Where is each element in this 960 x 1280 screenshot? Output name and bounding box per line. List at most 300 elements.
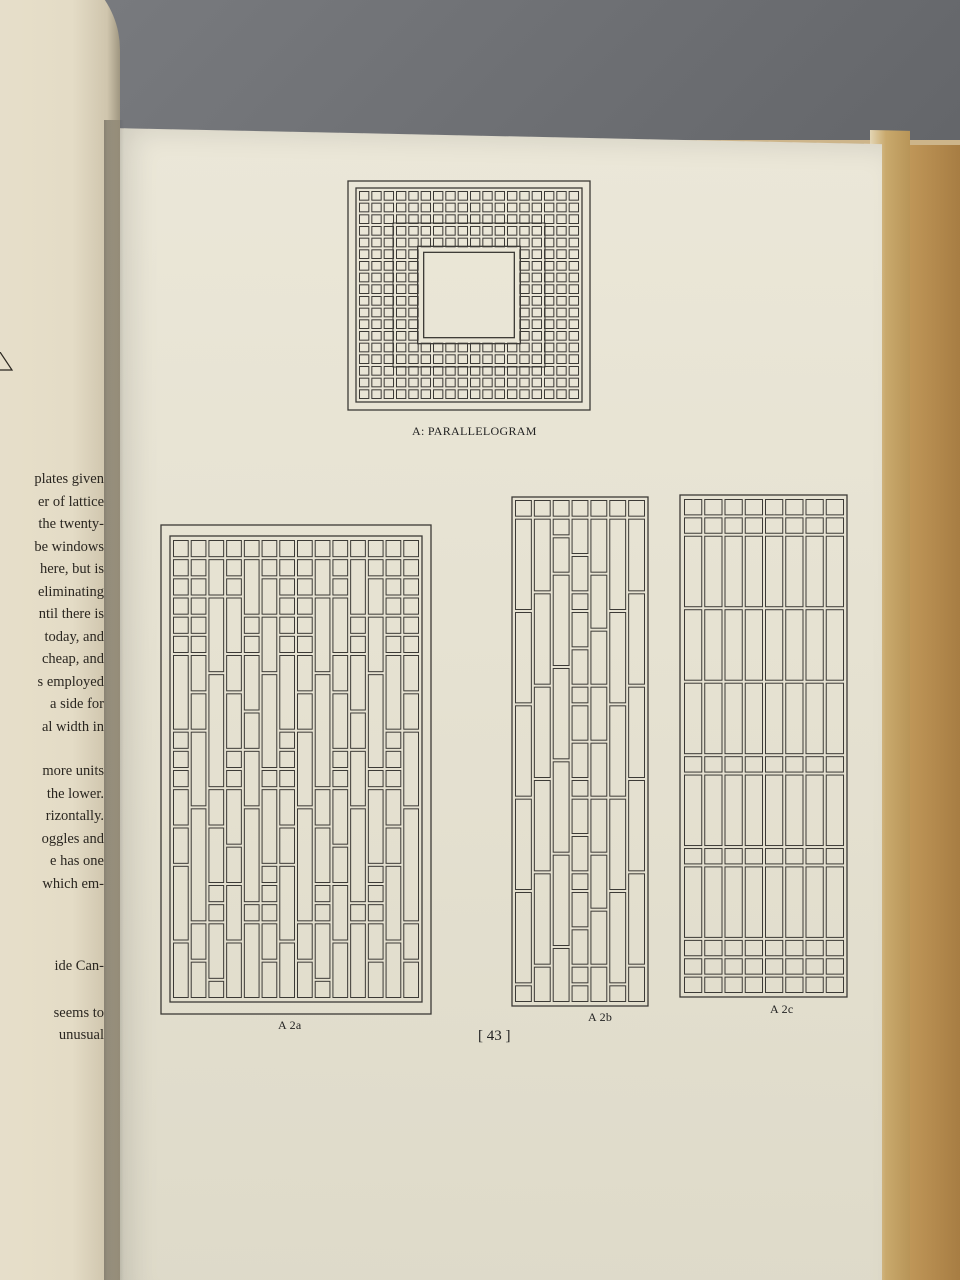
lattice-pane (174, 732, 189, 748)
lattice-pane (244, 617, 259, 633)
lattice-pane (557, 320, 566, 329)
lattice-pane (826, 849, 843, 864)
lattice-pane (333, 560, 348, 576)
lattice-pane (705, 757, 722, 772)
lattice-pane (520, 285, 529, 294)
lattice-pane (315, 924, 330, 979)
lattice-pane (397, 320, 406, 329)
lattice-pane (569, 262, 578, 271)
lattice-pane (545, 250, 554, 259)
figure-a-parallelogram (347, 180, 592, 412)
lattice-pane (806, 518, 823, 533)
lattice-pane (705, 683, 722, 753)
lattice-pane (397, 203, 406, 212)
lattice-pane (705, 959, 722, 974)
lattice-pane (629, 594, 645, 684)
lattice-pane (508, 343, 517, 352)
text-line: plates given (34, 471, 104, 487)
lattice-pane (298, 541, 313, 557)
lattice-pane (227, 560, 242, 576)
lattice-pane (174, 828, 189, 863)
lattice-pane (244, 809, 259, 902)
lattice-pane (315, 981, 330, 997)
lattice-pane (191, 598, 206, 614)
lattice-pane (553, 669, 569, 759)
lattice-pane (766, 757, 783, 772)
lattice-pane (591, 911, 607, 964)
lattice-pane (685, 959, 702, 974)
lattice-pane (545, 215, 554, 224)
lattice-pane (386, 790, 401, 825)
lattice-pane (262, 866, 277, 882)
lattice-pane (786, 940, 803, 955)
lattice-pane (397, 238, 406, 247)
lattice-pane (384, 297, 393, 306)
lattice-pane (298, 656, 313, 691)
lattice-pane (610, 893, 626, 983)
lattice-pane (227, 598, 242, 653)
lattice-pane (471, 378, 480, 387)
lattice-pane (826, 775, 843, 845)
lattice-pane (705, 775, 722, 845)
lattice-pane (227, 790, 242, 845)
lattice-pane (397, 273, 406, 282)
lattice-pane (174, 636, 189, 652)
lattice-pane (404, 656, 419, 691)
lattice-pane (553, 762, 569, 852)
lattice-pane (534, 687, 550, 777)
lattice-pane (227, 771, 242, 787)
figure-a2b-caption: A 2b (588, 1010, 613, 1024)
lattice-pane (191, 732, 206, 806)
lattice-pane (446, 238, 455, 247)
lattice-pane (532, 332, 541, 341)
lattice-pane (209, 790, 224, 825)
lattice-pane (520, 355, 529, 364)
lattice-pane (685, 775, 702, 845)
lattice-pane (409, 390, 418, 399)
lattice-pane (409, 297, 418, 306)
text-line: a side for (50, 696, 104, 712)
lattice-pane (372, 250, 381, 259)
lattice-pane (483, 227, 492, 236)
lattice-pane (360, 215, 369, 224)
lattice-pane (227, 541, 242, 557)
lattice-pane (806, 536, 823, 606)
lattice-pane (569, 203, 578, 212)
figure-a2b-lattice (511, 496, 649, 1008)
lattice-pane (610, 501, 626, 517)
lattice-pane (434, 343, 443, 352)
lattice-pane (516, 893, 532, 983)
lattice-pane (351, 905, 366, 921)
lattice-pane (386, 598, 401, 614)
lattice-pane (209, 905, 224, 921)
lattice-pane (244, 560, 259, 615)
lattice-pane (280, 751, 295, 767)
lattice-pane (174, 771, 189, 787)
lattice-pane (372, 343, 381, 352)
lattice-pane (569, 390, 578, 399)
lattice-pane (458, 227, 467, 236)
lattice-pane (372, 262, 381, 271)
lattice-pane (434, 203, 443, 212)
lattice-pane (458, 215, 467, 224)
lattice-pane (458, 355, 467, 364)
lattice-pane (532, 297, 541, 306)
lattice-pane (591, 687, 607, 740)
lattice-pane (471, 238, 480, 247)
lattice-pane (386, 541, 401, 557)
lattice-pane (421, 367, 430, 376)
lattice-pane (280, 790, 295, 825)
lattice-pane (545, 238, 554, 247)
lattice-pane (280, 866, 295, 940)
lattice-pane (766, 518, 783, 533)
lattice-pane (368, 790, 383, 864)
lattice-pane (434, 355, 443, 364)
lattice-pane (174, 943, 189, 998)
lattice-pane (705, 610, 722, 680)
lattice-pane (209, 924, 224, 979)
lattice-pane (520, 308, 529, 317)
lattice-pane (745, 959, 762, 974)
lattice-pane (610, 706, 626, 796)
lattice-pane (591, 799, 607, 852)
lattice-pane (244, 636, 259, 652)
lattice-pane (384, 273, 393, 282)
lattice-pane (244, 656, 259, 711)
lattice-pane (404, 579, 419, 595)
lattice-pane (333, 886, 348, 941)
lattice-pane (458, 378, 467, 387)
lattice-pane (384, 285, 393, 294)
figure-a2c-caption: A 2c (770, 1002, 794, 1016)
lattice-pane (572, 687, 588, 703)
lattice-pane (384, 343, 393, 352)
lattice-pane (725, 867, 742, 937)
lattice-pane (786, 849, 803, 864)
lattice-pane (360, 285, 369, 294)
lattice-pane (520, 297, 529, 306)
lattice-pane (209, 828, 224, 883)
lattice-pane (471, 227, 480, 236)
text-line: oggles and (41, 830, 104, 847)
lattice-pane (360, 308, 369, 317)
lattice-pane (458, 203, 467, 212)
lattice-pane (610, 519, 626, 609)
lattice-pane (553, 501, 569, 517)
lattice-pane (409, 320, 418, 329)
lattice-pane (298, 579, 313, 595)
lattice-pane (262, 790, 277, 864)
lattice-pane (384, 367, 393, 376)
lattice-pane (557, 238, 566, 247)
lattice-pane (629, 781, 645, 871)
lattice-pane (397, 367, 406, 376)
lattice-pane (397, 250, 406, 259)
lattice-pane (572, 930, 588, 964)
figure-a-caption: A: PARALLELOGRAM (412, 424, 537, 438)
text-line: which em- (42, 875, 104, 892)
lattice-pane (360, 343, 369, 352)
lattice-pane (545, 355, 554, 364)
lattice-pane (404, 924, 419, 959)
text-line: e has one (50, 853, 104, 869)
lattice-pane (520, 215, 529, 224)
lattice-pane (360, 238, 369, 247)
lattice-pane (572, 967, 588, 983)
lattice-pane (421, 192, 430, 201)
lattice-pane (705, 536, 722, 606)
lattice-pane (244, 713, 259, 748)
lattice-pane (806, 959, 823, 974)
lattice-pane (384, 390, 393, 399)
lattice-pane (495, 227, 504, 236)
lattice-pane (397, 355, 406, 364)
lattice-pane (397, 215, 406, 224)
lattice-pane (386, 732, 401, 748)
text-line: rizontally. (45, 808, 104, 824)
left-page-text (0, 468, 104, 1047)
lattice-pane (483, 192, 492, 201)
lattice-pane (315, 790, 330, 825)
figure-a2a-caption: A 2a (278, 1018, 302, 1032)
lattice-pane (227, 751, 242, 767)
lattice-pane (520, 238, 529, 247)
lattice-pane (705, 849, 722, 864)
lattice-pane (532, 343, 541, 352)
lattice-pane (826, 977, 843, 992)
lattice-pane (386, 828, 401, 863)
lattice-pane (569, 238, 578, 247)
text-line: er of lattice (37, 493, 104, 510)
lattice-pane (725, 500, 742, 515)
lattice-pane (572, 519, 588, 553)
lattice-pane (705, 500, 722, 515)
lattice-pane (532, 238, 541, 247)
lattice-pane (532, 308, 541, 317)
lattice-pane (591, 855, 607, 908)
lattice-pane (421, 378, 430, 387)
lattice-pane (280, 560, 295, 576)
lattice-pane (766, 977, 783, 992)
lattice-pane (471, 203, 480, 212)
lattice-pane (629, 967, 645, 1001)
lattice-pane (351, 809, 366, 902)
lattice-pane (557, 262, 566, 271)
lattice-pane (520, 378, 529, 387)
lattice-pane (209, 675, 224, 787)
lattice-pane (557, 378, 566, 387)
lattice-pane (397, 262, 406, 271)
lattice-pane (572, 893, 588, 927)
lattice-pane (520, 192, 529, 201)
lattice-pane (508, 378, 517, 387)
lattice-pane (458, 343, 467, 352)
lattice-pane (532, 192, 541, 201)
lattice-pane (569, 355, 578, 364)
lattice-pane (610, 799, 626, 889)
lattice-pane (409, 203, 418, 212)
lattice-pane (495, 343, 504, 352)
lattice-pane (421, 238, 430, 247)
lattice-pane (745, 757, 762, 772)
text-line: be windows (34, 538, 104, 555)
lattice-pane (483, 203, 492, 212)
lattice-pane (495, 390, 504, 399)
lattice-pane (806, 500, 823, 515)
lattice-pane (705, 940, 722, 955)
lattice-pane (360, 192, 369, 201)
lattice-pane (557, 285, 566, 294)
lattice-pane (333, 847, 348, 882)
lattice-pane (404, 617, 419, 633)
lattice-pane (174, 790, 189, 825)
lattice-pane (397, 227, 406, 236)
lattice-pane (209, 981, 224, 997)
lattice-pane (786, 757, 803, 772)
lattice-pane (351, 656, 366, 711)
lattice-pane (534, 874, 550, 964)
lattice-pane (372, 320, 381, 329)
lattice-pane (545, 332, 554, 341)
lattice-pane (532, 250, 541, 259)
lattice-pane (766, 849, 783, 864)
lattice-pane (532, 367, 541, 376)
lattice-pane (471, 192, 480, 201)
lattice-pane (495, 203, 504, 212)
lattice-pane (745, 977, 762, 992)
lattice-pane (745, 683, 762, 753)
lattice-pane (806, 867, 823, 937)
lattice-pane (298, 598, 313, 614)
lattice-pane (766, 683, 783, 753)
lattice-pane (368, 886, 383, 902)
lattice-pane (569, 367, 578, 376)
lattice-pane (766, 867, 783, 937)
lattice-pane (368, 560, 383, 576)
lattice-pane (262, 675, 277, 768)
lattice-pane (471, 390, 480, 399)
lattice-pane (806, 757, 823, 772)
lattice-pane (553, 855, 569, 945)
lattice-pane (360, 203, 369, 212)
lattice-pane (745, 940, 762, 955)
lattice-pane (421, 215, 430, 224)
lattice-pane (244, 905, 259, 921)
lattice-pane (384, 227, 393, 236)
lattice-pane (174, 560, 189, 576)
lattice-pane (545, 273, 554, 282)
lattice-pane (262, 617, 277, 671)
lattice-pane (610, 986, 626, 1002)
text-line: ntil there is (38, 606, 104, 622)
lattice-pane (409, 215, 418, 224)
lattice-pane (384, 262, 393, 271)
lattice-pane (495, 192, 504, 201)
lattice-pane (372, 273, 381, 282)
lattice-pane (572, 706, 588, 740)
lattice-pane (227, 694, 242, 749)
lattice-pane (434, 238, 443, 247)
lattice-pane (610, 613, 626, 703)
lattice-pane (262, 905, 277, 921)
lattice-pane (569, 308, 578, 317)
lattice-pane (569, 192, 578, 201)
lattice-pane (333, 598, 348, 653)
lattice-pane (520, 320, 529, 329)
lattice-pane (557, 343, 566, 352)
lattice-pane (745, 849, 762, 864)
lattice-pane (557, 250, 566, 259)
lattice-pane (351, 924, 366, 998)
lattice-pane (397, 332, 406, 341)
lattice-pane (386, 866, 401, 940)
lattice-pane (557, 273, 566, 282)
lattice-pane (384, 250, 393, 259)
lattice-pane (806, 610, 823, 680)
lattice-pane (557, 227, 566, 236)
lattice-pane (520, 273, 529, 282)
lattice-pane (227, 656, 242, 691)
lattice-pane (569, 297, 578, 306)
lattice-pane (553, 538, 569, 572)
lattice-pane (508, 203, 517, 212)
lattice-pane (351, 713, 366, 748)
lattice-pane (298, 924, 313, 959)
book-gutter-shadow (104, 120, 124, 1280)
lattice-pane (766, 536, 783, 606)
lattice-pane (766, 959, 783, 974)
lattice-pane (725, 849, 742, 864)
lattice-pane (404, 560, 419, 576)
lattice-pane (745, 500, 762, 515)
lattice-pane (508, 192, 517, 201)
lattice-pane (360, 332, 369, 341)
lattice-pane (745, 775, 762, 845)
lattice-pane (368, 924, 383, 959)
lattice-pane (372, 203, 381, 212)
lattice-pane (591, 575, 607, 628)
text-line: eliminating (37, 583, 104, 600)
lattice-pane (434, 378, 443, 387)
lattice-pane (404, 541, 419, 557)
lattice-pane (569, 250, 578, 259)
lattice-pane (421, 343, 430, 352)
lattice-pane (384, 308, 393, 317)
lattice-pane (520, 343, 529, 352)
text-line: ide Can- (54, 958, 104, 974)
lattice-pane (557, 355, 566, 364)
lattice-pane (745, 518, 762, 533)
lattice-pane (806, 940, 823, 955)
lattice-pane (421, 355, 430, 364)
lattice-pane (572, 557, 588, 591)
lattice-pane (351, 751, 366, 806)
text-line: the twenty- (38, 516, 104, 532)
lattice-pane (745, 536, 762, 606)
lattice-pane (333, 790, 348, 845)
lattice-pane (384, 378, 393, 387)
text-line: the lower. (46, 785, 104, 802)
lattice-pane (458, 390, 467, 399)
lattice-pane (386, 943, 401, 998)
lattice-pane (397, 378, 406, 387)
lattice-pane (685, 536, 702, 606)
lattice-pane (209, 541, 224, 557)
lattice-pane (471, 367, 480, 376)
